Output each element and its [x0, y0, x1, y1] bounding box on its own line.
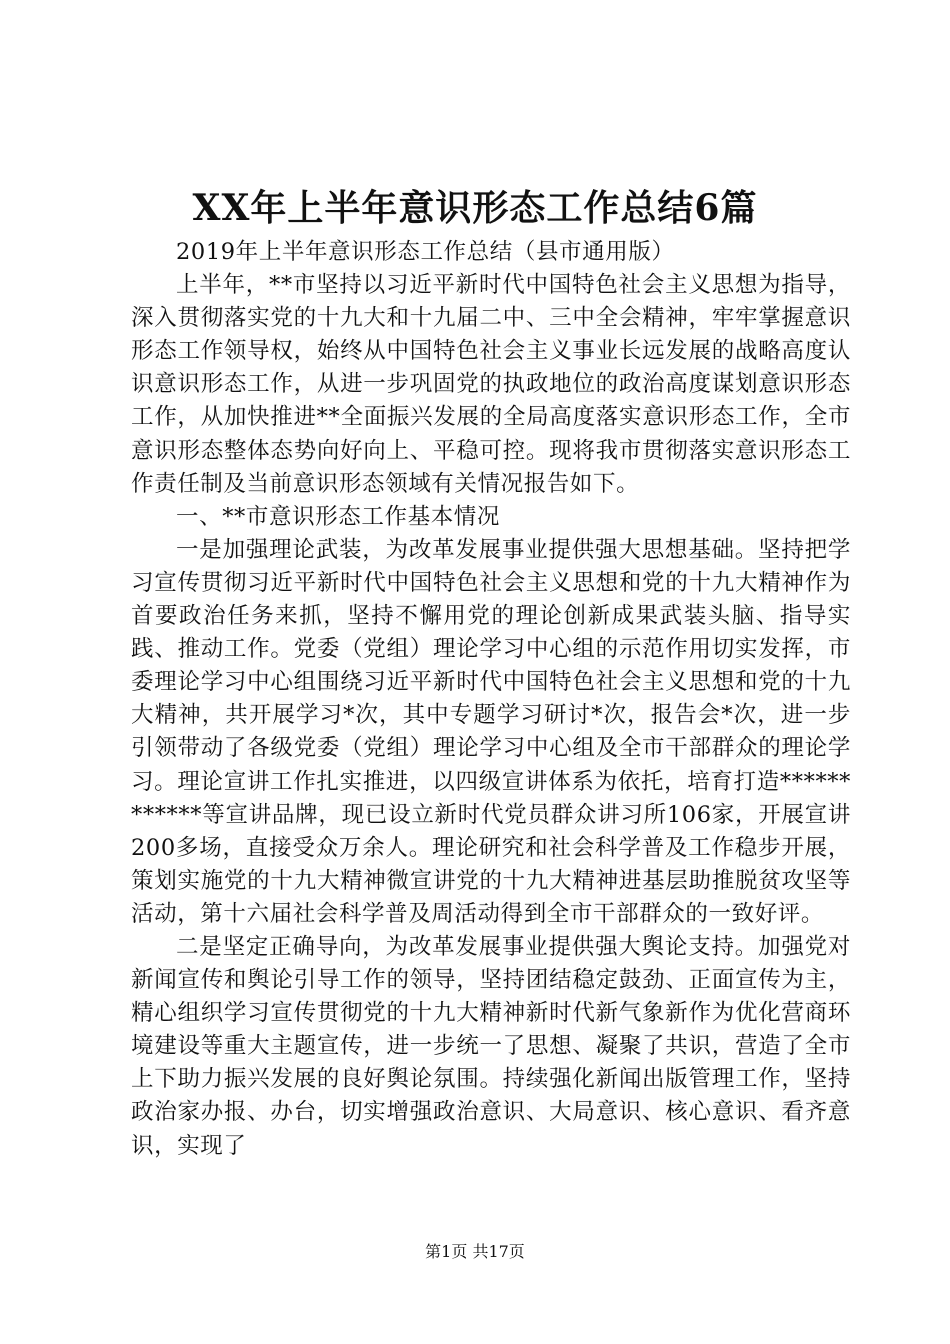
document-title: XX年上半年意识形态工作总结6篇	[192, 187, 758, 229]
document-body	[131, 236, 851, 1163]
section-heading: 一、**市意识形态工作基本情况	[176, 503, 501, 530]
body-paragraph: 一是加强理论武装，为改革发展事业提供强大思想基础。坚持把学习宣传贯彻习近平新时代中国特色社会主义思想和党的十九大精神作为首要政治任务来抓，坚持不懈用党的理论创新成果武装头脑、指导实践、推动工作。党委（党组）理论学习中心组的示范作用切实发挥，市委理论学习中心组围绕习近平新时代中国特色社会主义思想和党的十九大精神，共开展学习*次，其中专题学习研讨*次，报告会*次，进一步引领带动了各级党委（党组）理论学习中心组及全市干部群众的理论学习。理论宣讲工作扎实推进，以四级宣讲体系为依托，培育打造************等宣讲品牌，现已设立新时代党员群众讲习所106家，开展宣讲200多场，直接受众万余人。理论研究和社会科学普及工作稳步开展，策划实施党的十九大精神微宣讲党的十九大精神进基层助推脱贫攻坚等活动，第十六届社会科学普及周活动得到全市干部群众的一致好评。	[131, 536, 851, 927]
subtitle-paragraph: 2019年上半年意识形态工作总结（县市通用版）	[176, 239, 675, 265]
intro-paragraph: 上半年，**市坚持以习近平新时代中国特色社会主义思想为指导，深入贯彻落实党的十九大和十九届二中、三中全会精神，牢牢掌握意识形态工作领导权，始终从中国特色社会主义事业长远发展的战略高度认识意识形态工作，从进一步巩固党的执政地位的政治高度谋划意识形态工作，从加快推进**全面振兴发展的全局高度落实意识形态工作，全市意识形态整体态势向好向上、平稳可控。现将我市贯彻落实意识形态工作责任制及当前意识形态领域有关情况报告如下。	[131, 272, 851, 497]
page-footer: 第1页 共17页	[425, 1242, 525, 1261]
body-paragraph: 二是坚定正确导向，为改革发展事业提供强大舆论支持。加强党对新闻宣传和舆论引导工作的领导，坚持团结稳定鼓劲、正面宣传为主，精心组织学习宣传贯彻党的十九大精神新时代新气象新作为优化营商环境建设等重大主题宣传，进一步统一了思想、凝聚了共识，营造了全市上下助力振兴发展的良好舆论氛围。持续强化新闻出版管理工作，坚持政治家办报、办台，切实增强政治意识、大局意识、核心意识、看齐意识，实现了	[131, 933, 851, 1159]
